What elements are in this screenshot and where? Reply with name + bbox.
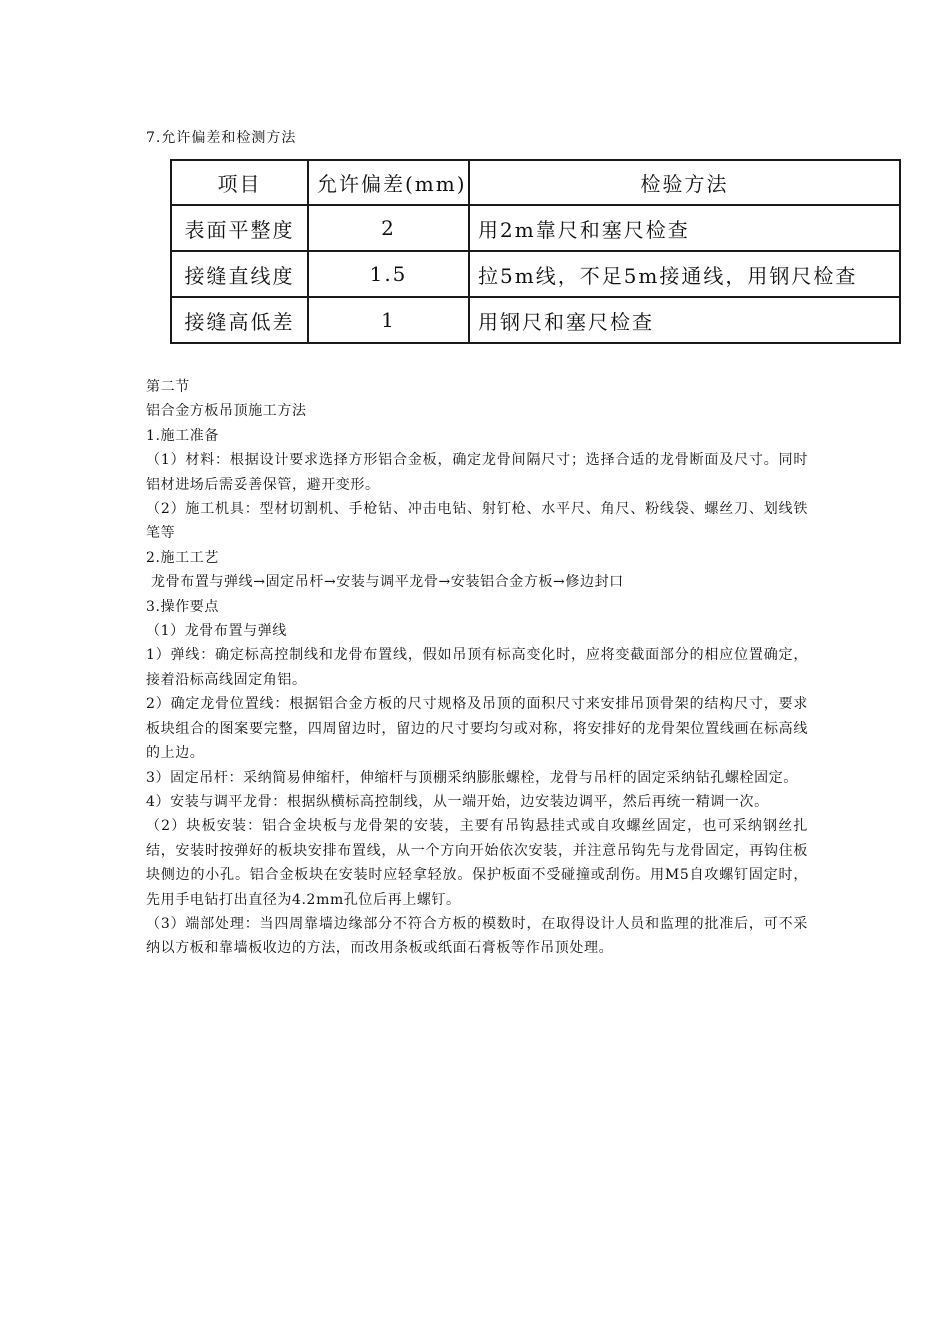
table-header-item: 项目 <box>171 160 308 205</box>
table-cell-method: 拉5m线，不足5m接通线，用钢尺检查 <box>469 251 900 297</box>
paragraph: 4）安装与调平龙骨：根据纵横标高控制线，从一端开始，边安装边调平，然后再统一精调一次。 <box>146 793 769 810</box>
table-header-row <box>171 160 900 205</box>
table-header-method: 检验方法 <box>469 160 900 205</box>
tolerance-table <box>170 159 901 344</box>
subheading: 1.施工准备 <box>146 427 219 444</box>
table-row <box>171 205 900 251</box>
section-heading: 7.允许偏差和检测方法 <box>146 130 297 146</box>
table-row <box>171 251 900 297</box>
table-cell-method: 用2m靠尺和塞尺检查 <box>469 205 900 251</box>
table-cell-tolerance: 1 <box>308 297 469 343</box>
subheading: 3.操作要点 <box>146 598 219 615</box>
paragraph: 2）确定龙骨位置线：根据铝合金方板的尺寸规格及吊顶的面积尺寸来安排吊顶骨架的结构尺寸，要求板块组合的图案要完整，四周留边时，留边的尺寸要均匀或对称，将安排好的龙骨架位置线画在标高线的上边。 <box>146 696 808 762</box>
chapter-title: 第二节 <box>146 379 190 395</box>
table-cell-tolerance: 1.5 <box>308 251 469 297</box>
paragraph: （3）端部处理：当四周靠墙边缘部分不符合方板的模数时，在取得设计人员和监理的批准后，可不采纳以方板和靠墙板收边的方法，而改用条板或纸面石膏板等作吊顶处理。 <box>146 915 808 957</box>
paragraph: （2）块板安装：铝合金块板与龙骨架的安装，主要有吊钩悬挂式或自攻螺丝固定，也可采纳钢丝扎结，安装时按弹好的板块安排布置线，从一个方向开始依次安装，并注意吊钩先与龙骨固定，再钩住板块侧边的小孔。铝合金板块在安装时应轻拿轻放。保护板面不受碰撞或刮伤。用M5自攻螺钉固定时，先用手电钻打出直径为4.2mm孔位后再上螺钉。 <box>146 818 808 908</box>
paragraph: （1）龙骨布置与弹线 <box>146 623 287 640</box>
body-text <box>146 375 808 961</box>
table-header-tolerance: 允许偏差(mm) <box>308 160 469 205</box>
paragraph: （2）施工机具：型材切割机、手枪钻、冲击电钻、射钉枪、水平尺、角尺、粉线袋、螺丝刀、划线铁笔等 <box>146 501 808 542</box>
subheading: 2.施工工艺 <box>146 549 219 566</box>
section-title: 铝合金方板吊顶施工方法 <box>146 403 307 420</box>
table-cell-method: 用钢尺和塞尺检查 <box>469 297 900 343</box>
paragraph: 3）固定吊杆：采纳简易伸缩杆，伸缩杆与顶棚采纳膨胀螺栓，龙骨与吊杆的固定采纳钻孔螺栓固定。 <box>146 769 798 786</box>
table-row <box>171 297 900 343</box>
table-cell-tolerance: 2 <box>308 205 469 251</box>
table-cell-item: 接缝高低差 <box>171 297 308 343</box>
process-flow: 龙骨布置与弹线→固定吊杆→安装与调平龙骨→安装铝合金方板→修边封口 <box>146 574 624 591</box>
paragraph: （1）材料：根据设计要求选择方形铝合金板，确定龙骨间隔尺寸；选择合适的龙骨断面及尺寸。同时铝材进场后需妥善保管，避开变形。 <box>146 452 808 493</box>
table-cell-item: 接缝直线度 <box>171 251 308 297</box>
paragraph: 1）弹线：确定标高控制线和龙骨布置线，假如吊顶有标高变化时，应将变截面部分的相应位置确定，接着沿标高线固定角铝。 <box>146 647 808 688</box>
table-cell-item: 表面平整度 <box>171 205 308 251</box>
